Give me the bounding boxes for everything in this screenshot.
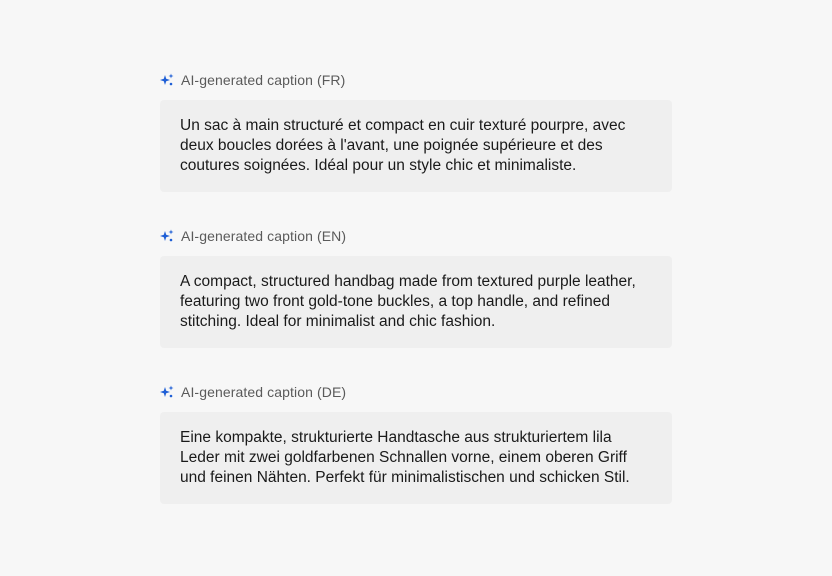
caption-header: [160, 70, 672, 90]
sparkle-icon: [160, 73, 174, 87]
caption-text-card: A compact, structured handbag made from textured purple leather, featuring two front gold-tone buckles, a top handle, and refined stitching. Ideal for minimalist and chic fashion.: [160, 256, 672, 348]
sparkle-icon: [160, 229, 174, 243]
caption-block-fr: [160, 70, 672, 192]
caption-header: [160, 226, 672, 246]
caption-text-card: Eine kompakte, strukturierte Handtasche aus strukturiertem lila Leder mit zwei goldfarbenen Schnallen vorne, einem oberen Griff und feinen Nähten. Perfekt für minimalistischen und schicken Stil.: [160, 412, 672, 504]
caption-text-card: Un sac à main structuré et compact en cuir texturé pourpre, avec deux boucles dorées à l'avant, une poignée supérieure et des coutures soignées. Idéal pour un style chic et minimaliste.: [160, 100, 672, 192]
caption-header: [160, 382, 672, 402]
caption-label: AI-generated caption (EN): [181, 228, 347, 244]
caption-block-en: [160, 226, 672, 348]
caption-label: AI-generated caption (DE): [181, 384, 347, 400]
sparkle-icon: [160, 385, 174, 399]
caption-label: AI-generated caption (FR): [181, 72, 346, 88]
caption-block-de: [160, 382, 672, 504]
